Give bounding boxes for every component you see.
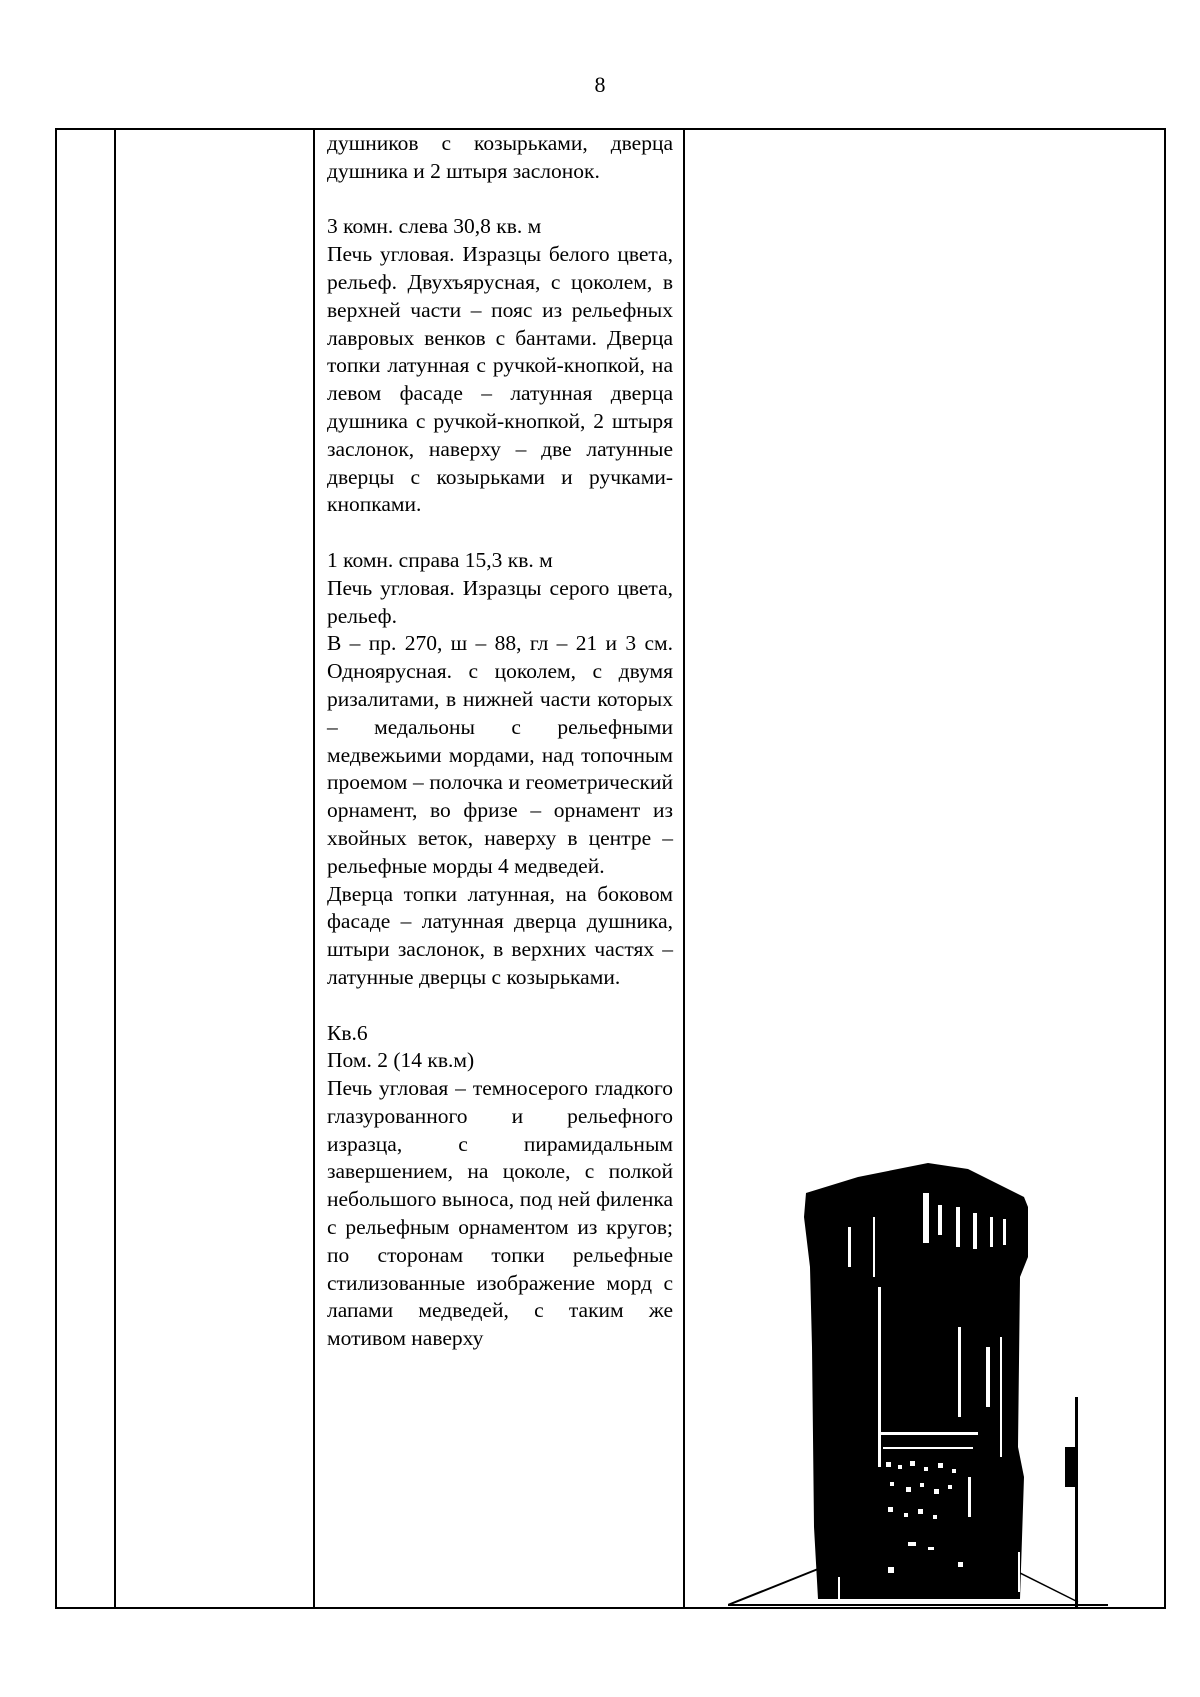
continuation-text: душников с козырьками, дверца душника и 2 штыря заслонок.: [327, 131, 673, 183]
room-1-right-dimensions: В – пр. 270, ш – 88, гл – 21 и 3 см. Одноярусная. с цоколем, с двумя ризалитами, в нижней части которых – медальоны с рельефными медвежьими мордами, над топочным проемом – полочка и геометрический орнамент, во фризе – орнамент из хвойных веток, наверху в центре – рельефные морды 4 медведей.: [327, 631, 673, 878]
table-cell-address: [115, 129, 314, 1608]
apartment-6-room: Пом. 2 (14 кв.м): [327, 1048, 475, 1073]
stove-photo: [728, 1147, 1108, 1607]
apartment-6-heading: Кв.6: [327, 1020, 368, 1045]
table-cell-photo: [684, 129, 1165, 1608]
room-1-right-heading: 1 комн. справа 15,3 кв. м: [327, 547, 553, 572]
room-1-right-summary: Печь угловая. Изразцы серого цвета, рельеф.: [327, 575, 673, 628]
document-table: [55, 128, 1166, 1609]
apartment-6-block: [327, 1020, 673, 1354]
room-3-left-heading: 3 комн. слева 30,8 кв. м: [327, 214, 542, 239]
apartment-6-description: Печь угловая – темносерого гладкого глазурованного и рельефного изразца, с пирамидальным завершением, на цоколе, с полкой небольшого выноса, под ней филенка с рельефным орнаментом из кругов; по сторонам топки рельефные стилизованные изображение морд с лапами медведей, с таким же мотивом наверху: [327, 1076, 673, 1351]
room-1-right-fittings: Дверца топки латунная, на боковом фасаде – латунная дверца душника, штыри заслонок, в верхних частях – латунные дверцы с козырьками.: [327, 881, 673, 989]
room-3-left-description: Печь угловая. Изразцы белого цвета, рельеф. Двухъярусная, с цоколем, в верхней части – пояс из рельефных лавровых венков с бантами. Дверца топки латунная с ручкой-кнопкой, на левом фасаде – латунная дверца душника с ручкой-кнопкой, 2 штыря заслонок, наверху – две латунные дверцы с козырьками и ручками-кнопками.: [327, 242, 673, 517]
room-3-left-block: [327, 213, 673, 519]
table-cell-number: [56, 129, 115, 1608]
room-1-right-block: [327, 547, 673, 992]
table-row: [56, 129, 1165, 1608]
continuation-block: [327, 130, 673, 186]
table-cell-description: [314, 129, 684, 1608]
page-number: 8: [594, 72, 606, 97]
